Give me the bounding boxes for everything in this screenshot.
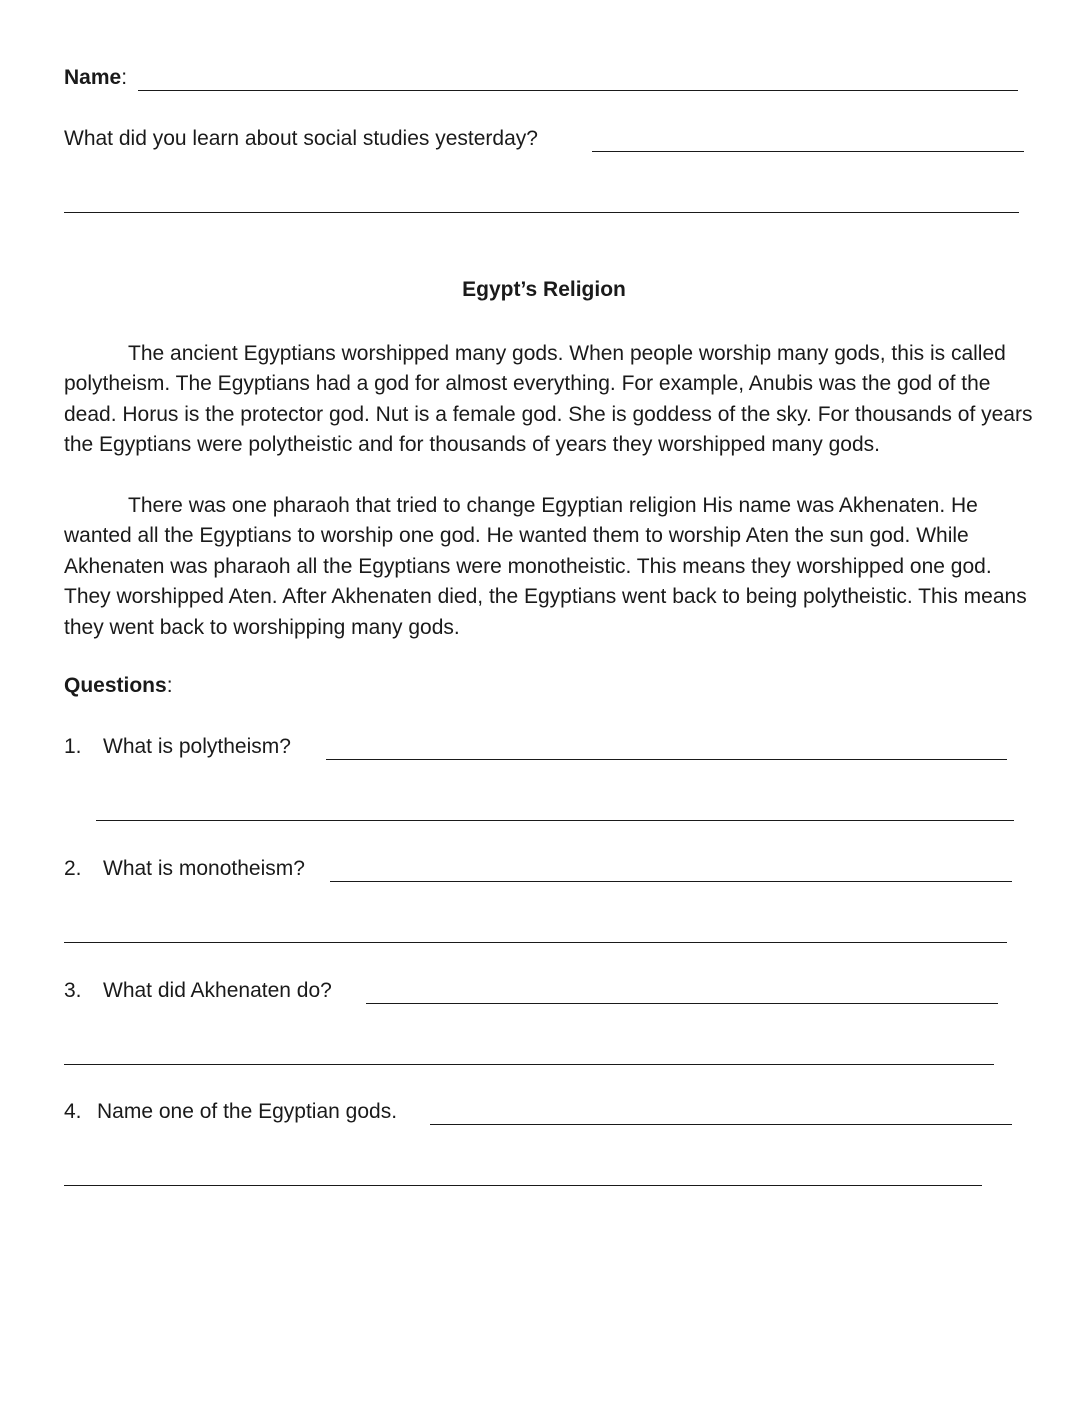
question-3-text: What did Akhenaten do?	[103, 979, 332, 1002]
passage-paragraph-2: There was one pharaoh that tried to change Egyptian religion His name was Akhenaten. He wanted all the Egyptians to worship one god. He wanted them to worship Aten the sun god. While Akhenaten was pharaoh all the Egyptians were monotheistic. This means they worshipped one god. They worshipped Aten. After Akhenaten died, the Egyptians went back to being polytheistic. This means they went back to worshipping many gods.	[64, 494, 1027, 639]
name-answer-line[interactable]	[138, 90, 1018, 91]
question-2-text: What is monotheism?	[103, 857, 305, 880]
question-4-number: 4.	[64, 1100, 82, 1123]
question-1-answer-line-1[interactable]	[326, 759, 1007, 760]
question-2-number: 2.	[64, 857, 82, 880]
question-1-answer-line-2[interactable]	[96, 820, 1014, 821]
question-3-answer-line-1[interactable]	[366, 1003, 998, 1004]
question-3-answer-line-2[interactable]	[64, 1064, 994, 1065]
passage-paragraph-1: The ancient Egyptians worshipped many gods. When people worship many gods, this is called polytheism. The Egyptians had a god for almost everything. For example, Anubis was the god of the dead. Horus is the protector god. Nut is a female god. She is goddess of the sky. For thousands of years the Egyptians were polytheistic and for thousands of years they worshipped many gods.	[64, 342, 1033, 457]
name-colon: :	[121, 66, 128, 89]
review-answer-line-1[interactable]	[592, 151, 1024, 152]
question-1-number: 1.	[64, 735, 82, 758]
question-2-answer-line-2[interactable]	[64, 942, 1007, 943]
questions-heading-colon: :	[166, 674, 173, 697]
questions-heading-group	[64, 674, 173, 698]
review-answer-line-2[interactable]	[64, 212, 1019, 213]
question-4-answer-line-2[interactable]	[64, 1185, 982, 1186]
question-1-text: What is polytheism?	[103, 735, 291, 758]
review-prompt: What did you learn about social studies yesterday?	[64, 127, 538, 150]
question-4-text: Name one of the Egyptian gods.	[97, 1100, 398, 1123]
passage-title: Egypt’s Religion	[462, 278, 626, 301]
question-4-answer-line-1[interactable]	[430, 1124, 1012, 1125]
question-2-answer-line-1[interactable]	[330, 881, 1012, 882]
name-label-group	[64, 66, 127, 90]
question-3-number: 3.	[64, 979, 82, 1002]
questions-heading: Questions	[64, 674, 167, 697]
name-label: Name	[64, 66, 122, 89]
